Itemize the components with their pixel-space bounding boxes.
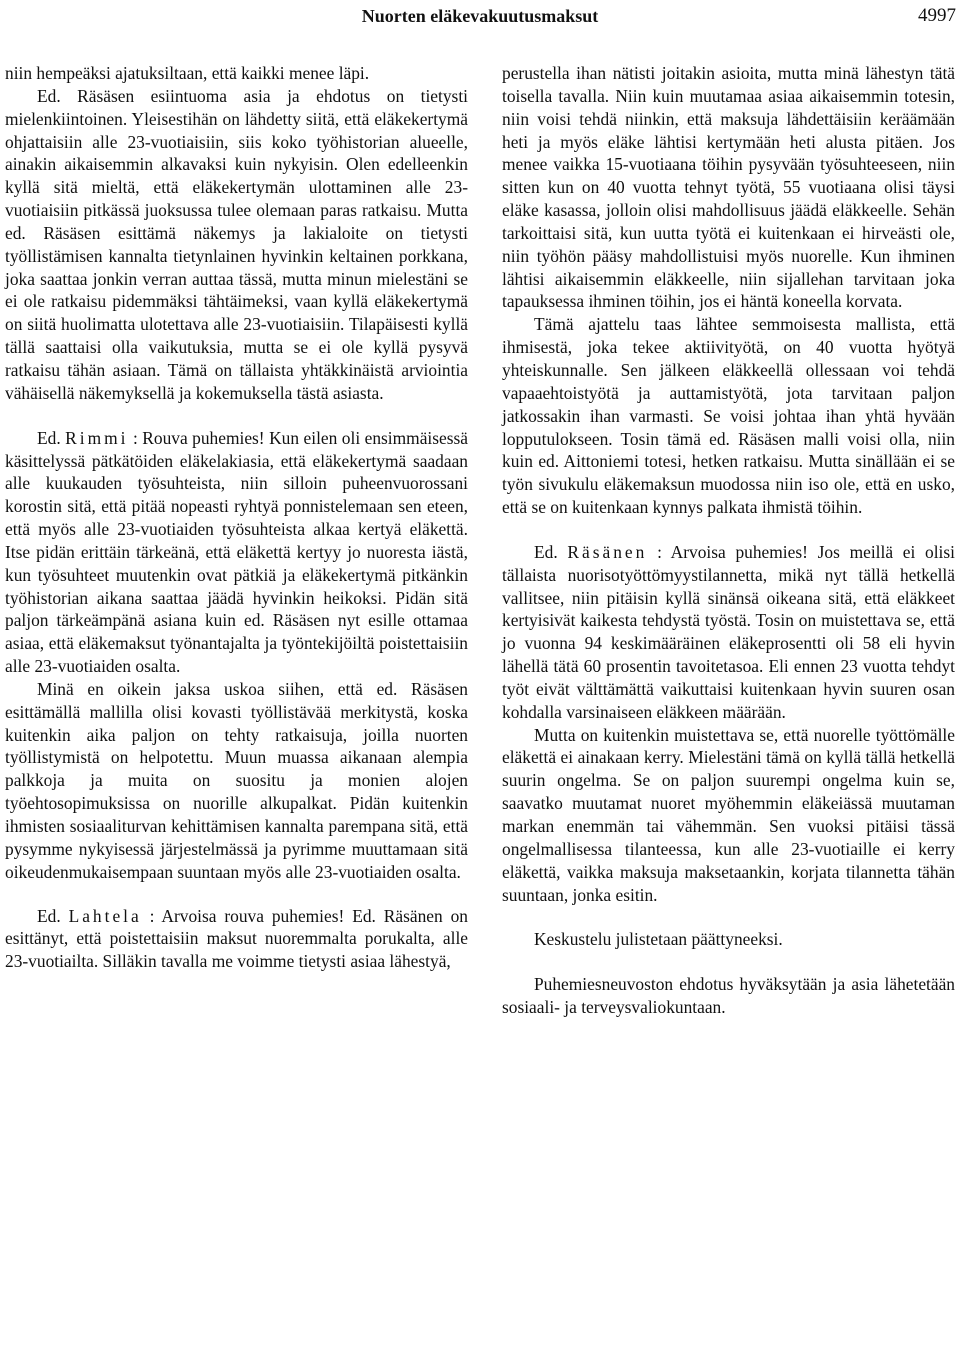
page-header bbox=[0, 4, 960, 28]
speaker-name: Rimmi bbox=[65, 427, 129, 448]
decision-statement: Puhemiesneuvoston ehdotus hyväksytään ja asia lähetetään sosiaali- ja terveysvaliokuntaan. bbox=[502, 974, 955, 1018]
paragraph: perustella ihan nätisti joitakin asioita, mutta minä lähestyn tätä toisella tavalla. Niin kuin muutamaa asiaa aikaisemmin totesin, niin voisi tehdä niinkin, että maksuja lähdettäisiin keräämään heti ja myös eläke lähtisi kertymään heti alusta pitäen. Jos menee vaikka 15-vuotiaana töihin pysyvään työsuhteeseen, niin sitten kun on 40 vuotta tehnyt työtä, 55 vuotiaana olisi täysi eläke kasassa, jolloin olisi mahdollisuus jäädä eläkkeelle. Sehän tarkoittaisi sitä, kun uutta työtä ei kuitenkaan ei hirveästi ole, niin työhön pääsy mahdollistuisi myös nuorelle. Kun ihminen lähtisi aikaisemmin eläkkeelle, niin sijallehan tarvitaan joka tapauksessa ihminen töihin, jos ei häntä koneella korvata. bbox=[502, 63, 955, 312]
speech-text: Kun eilen oli ensimmäisessä käsittelyssä pätkätöiden eläkelakiasia, että eläkekertymä saadaan alle kuukauden työsuhteista, niin silloin puheenvuorossani korostin sitä, että pitää nopeasti ryhtyä ponnistelemaan sen eteen, että myös alle 23-vuotiaiden työsuhteista alkaa kertyä eläkettä. Itse pidän erittäin tärkeänä, että eläkettä kertyy jo nuoresta iästä, kun työsuhteet muutenkin ovat pätkiä ja eläkekertymä pitkänkin työhistorian aikana saattaa jäädä hyvinkin heikoksi. Pidän sitä paljon tärkeämpänä asiana kuin ed. Räsäsen nyt esille ottamaa asiaa, että eläkemaksut työnantajalta ja työntekijöiltä poistettaisiin alle 23-vuotiaiden osalta. bbox=[5, 427, 468, 677]
paragraph: Mutta on kuitenkin muistettava se, että nuorelle työttömälle eläkettä ei ainakaan kerry. Mielestäni tämä on kyllä tällä hetkellä suurin ongelma. Se on paljon suurempi ongelma kuin se, saavatko muutamat nuoret myöhemmin eläkeiässä muutaman markan enemmän tai vähemmän. Sen vuoksi pitäisi tässä ongelmallisessa tilanteessa, kun alle 23-vuotiaille ei kerry eläkettä, vaikka maksuja maksetaankin, korjata tilannetta tähän suuntaan, jonka esitin. bbox=[502, 724, 955, 905]
speaker-name: Räsänen bbox=[567, 541, 648, 562]
paragraph: Ed. Räsäsen esiintuoma asia ja ehdotus on tietysti mielenkiintoinen. Yleisestihän on lähdetty siitä, että eläkekertymä ohjattaisiin alle 23-vuotiaisiin, siis koko työhistorian alueelle, ainakin aikaisemmin alkavaksi kuin nykyisin. Olen edelleenkin kyllä sitä mieltä, että eläkekertymän ulottaminen alle 23-vuotiaisiin pitkässä juoksussa tulee olemaan paras ratkaisu. Mutta ed. Räsäsen esittämä näkemys ja lakialoite on tietysti työllistämisen kannalta tietynlainen hyvinkin keltainen porkkana, joka saattaa jonkin verran auttaa tässä, mutta minun mielestäni se ei ole ratkaisu pidemmäksi tähtäimeksi, vaan kyllä eläkekertymä on siitä huolimatta ulotettava alle 23-vuotiaisiin. Tilapäisesti kyllä tällä saattaisi olla vaikutuksia, mutta se ei ole kyllä pysyvä ratkaisu tähän asiaan. Tämä on tällaista yhtäkkinäistä arviointia vähäisellä näkemyksellä ja kokemuksella tästä asiasta. bbox=[5, 85, 468, 403]
speaker-prefix: Ed. bbox=[534, 541, 558, 562]
speech-text: Jos meillä ei olisi tällaista nuorisotyöttömyystilannetta, mikä nyt tällä hetkellä vallitsee, niin pitäisin kyllä sinänsä oikeana sitä, että eläkkeet kertyisivät kaikesta tehdystä työstä. Tosin on muistettava se, että jo vuonna 94 keskimääräinen eläkeprosentti oli 58 eli hyvin lähellä tätä 60 prosentin tavoitetasoa. Eli ennen 23 vuotta tehdyt työt eivät välttämättä vaikuttaisi kuitenkaan hyvin suuren osan kohdalla varsinaiseen eläkkeen määrään. bbox=[502, 541, 955, 722]
speech-text: Ed. Räsänen on esittänyt, että poistettaisiin maksut nuoremmalta porukalta, alle 23-vuotiailta. Silläkin tavalla me voimme tietysti asiaa lähestyä, bbox=[5, 905, 468, 972]
closing-statement: Keskustelu julistetaan päättyneeksi. bbox=[534, 929, 783, 950]
running-title: Nuorten eläkevakuutusmaksut bbox=[361, 6, 599, 26]
salutation: : Arvoisa puhemies! bbox=[657, 541, 808, 562]
speech-rimmi bbox=[5, 427, 468, 678]
speaker-prefix: Ed. bbox=[37, 427, 61, 448]
right-column bbox=[502, 62, 955, 1019]
salutation: : Rouva puhemies! bbox=[132, 427, 265, 448]
salutation: : Arvoisa rouva puhemies! bbox=[149, 905, 345, 926]
page-number: 4997 bbox=[918, 5, 956, 26]
paragraph: Tämä ajattelu taas lähtee semmoisesta mallista, että ihmisestä, joka tekee aktiivityötä, on 40 vuotta hyötyä yhteiskunnalle. Sen jälkeen eläkkeellä ollessaan voi tehdä vapaaehtoistyötä ja auttamistyötä, jota tarvitaan paljon jatkossakin ihan varmasti. Se voisi johtaa ihan yhtä hyvään lopputulokseen. Tosin tämä ed. Räsäsen malli voisi olla, niin kuin ed. Aittoniemi totesi, hetken ratkaisu. Mutta sinällään ei se työn sivukulu eläkemaksun muodossa niin iso ole, että en usko, että se on kuitenkaan kynnys palkata ihmistä töihin. bbox=[502, 314, 955, 518]
speech-rasanen bbox=[502, 541, 955, 724]
paragraph: Minä en oikein jaksa uskoa siihen, että ed. Räsäsen esittämällä mallilla olisi kovasti työllistävää merkitystä, koska kuitenkin aika paljon on tehty ratkaisuja, joilla nuorten työllistymistä on helpotettu. Muun muassa aikanaan alempia palkkoja ja muita on suositu ja monien alojen työehtosopimuksissa on nuorille alkupalkat. Pidän kuitenkin ihmisten sosiaaliturvan kehittämisen kannalta parempana sitä, että pysymme nykyisessä järjestelmässä ja pyrimme muuttamaan sitä oikeudenmukaisempaan suuntaan myös alle 23-vuotiaiden osalta. bbox=[5, 678, 468, 882]
paragraph: niin hempeäksi ajatuksiltaan, että kaikki menee läpi. bbox=[5, 63, 370, 83]
speech-lahtela bbox=[5, 905, 468, 974]
left-column bbox=[5, 62, 468, 973]
speaker-name: Lahtela bbox=[68, 905, 142, 926]
speaker-prefix: Ed. bbox=[37, 905, 61, 926]
